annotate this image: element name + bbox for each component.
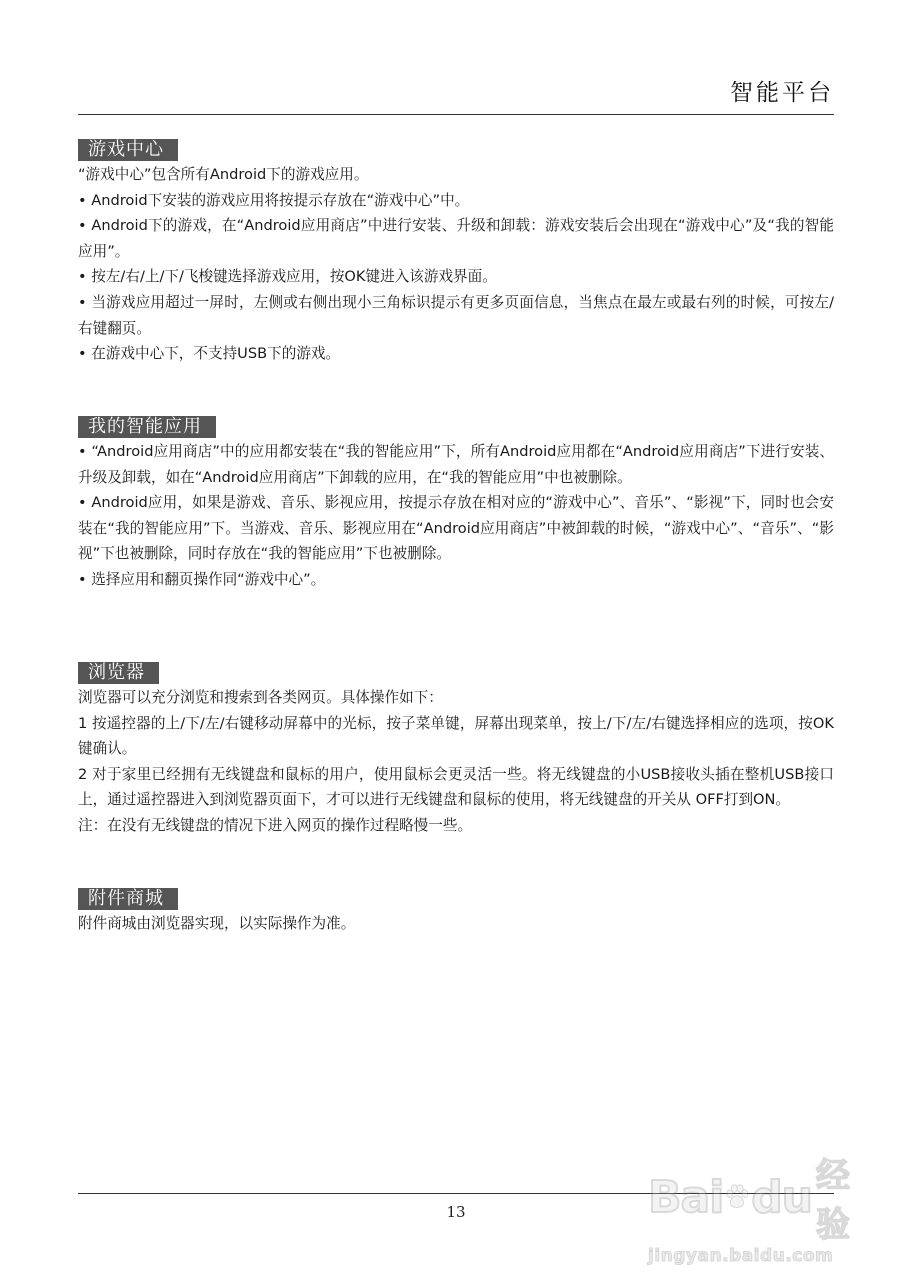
paragraph: “游戏中心”包含所有Android下的游戏应用。 xyxy=(78,166,369,183)
section-my-smart-apps xyxy=(78,416,834,593)
bullet-paragraph: • Android下的游戏，在“Android应用商店”中进行安装、升级和卸载：游戏安装后会出现在“游戏中心”及“我的智能应用”。 xyxy=(78,217,834,260)
baidu-paw-icon xyxy=(724,1177,750,1217)
paragraph: 浏览器可以充分浏览和搜索到各类网页。具体操作如下： xyxy=(78,689,443,706)
section-label: 游戏中心 xyxy=(78,139,178,161)
bullet-paragraph: • 在游戏中心下，不支持USB下的游戏。 xyxy=(78,345,341,363)
bullet-paragraph: • Android下安装的游戏应用将按提示存放在“游戏中心”中。 xyxy=(78,191,470,209)
bullet-paragraph: • 选择应用和翻页操作同“游戏中心”。 xyxy=(78,570,326,588)
header-divider xyxy=(78,114,834,115)
baidu-jingyan-watermark xyxy=(648,1148,860,1266)
paragraph: 附件商城由浏览器实现，以实际操作为准。 xyxy=(78,915,356,932)
watermark-brand-cn: 经验 xyxy=(816,1156,851,1245)
note-paragraph: 注：在没有无线键盘的情况下进入网页的操作过程略慢一些。 xyxy=(78,816,473,834)
section-browser xyxy=(78,662,834,839)
watermark-url: jingyan.baidu.com xyxy=(648,1246,834,1266)
numbered-paragraph: 1 按遥控器的上/下/左/右键移动屏幕中的光标，按子菜单键，屏幕出现菜单，按上/下/左/右键选择相应的选项，按OK键确认。 xyxy=(78,714,834,758)
section-game-center xyxy=(78,139,834,367)
page-header-title: 智能平台 xyxy=(730,80,834,106)
watermark-brand-text: du xyxy=(751,1171,813,1223)
numbered-paragraph: 2 对于家里已经拥有无线键盘和鼠标的用户，使用鼠标会更灵活一些。将无线键盘的小USB接收头插在整机USB接口上，通过遥控器进入到浏览器页面下，才可以进行无线键盘和鼠标的使用，将无线键盘的开关从 OFF打到ON。 xyxy=(78,765,834,809)
bullet-paragraph: • “Android应用商店”中的应用都安装在“我的智能应用”下，所有Android应用都在“Android应用商店”下进行安装、升级及卸载，如在“Android应用商店”下卸载的应用，在“我的智能应用”中也被删除。 xyxy=(78,443,834,486)
page-number: 13 xyxy=(446,1203,466,1221)
section-label: 浏览器 xyxy=(78,662,159,684)
section-accessory-store xyxy=(78,888,834,937)
bullet-paragraph: • Android应用，如果是游戏、音乐、影视应用，按提示存放在相对应的“游戏中心”、音乐”、“影视”下，同时也会安装在“我的智能应用”下。当游戏、音乐、影视应用在“Android应用商店”中被卸载的时候，“游戏中心”、“音乐”、“影视”下也被删除，同时存放在“我的智能应用”下也被删除。 xyxy=(78,494,834,563)
section-label: 附件商城 xyxy=(78,888,178,910)
bullet-paragraph: • 按左/右/上/下/飞梭键选择游戏应用，按OK键进入该游戏界面。 xyxy=(78,268,497,286)
watermark-brand-text: Bai xyxy=(648,1171,724,1223)
section-label: 我的智能应用 xyxy=(78,416,216,438)
bullet-paragraph: • 当游戏应用超过一屏时，左侧或右侧出现小三角标识提示有更多页面信息，当焦点在最左或最右列的时候，可按左/右键翻页。 xyxy=(78,293,834,337)
